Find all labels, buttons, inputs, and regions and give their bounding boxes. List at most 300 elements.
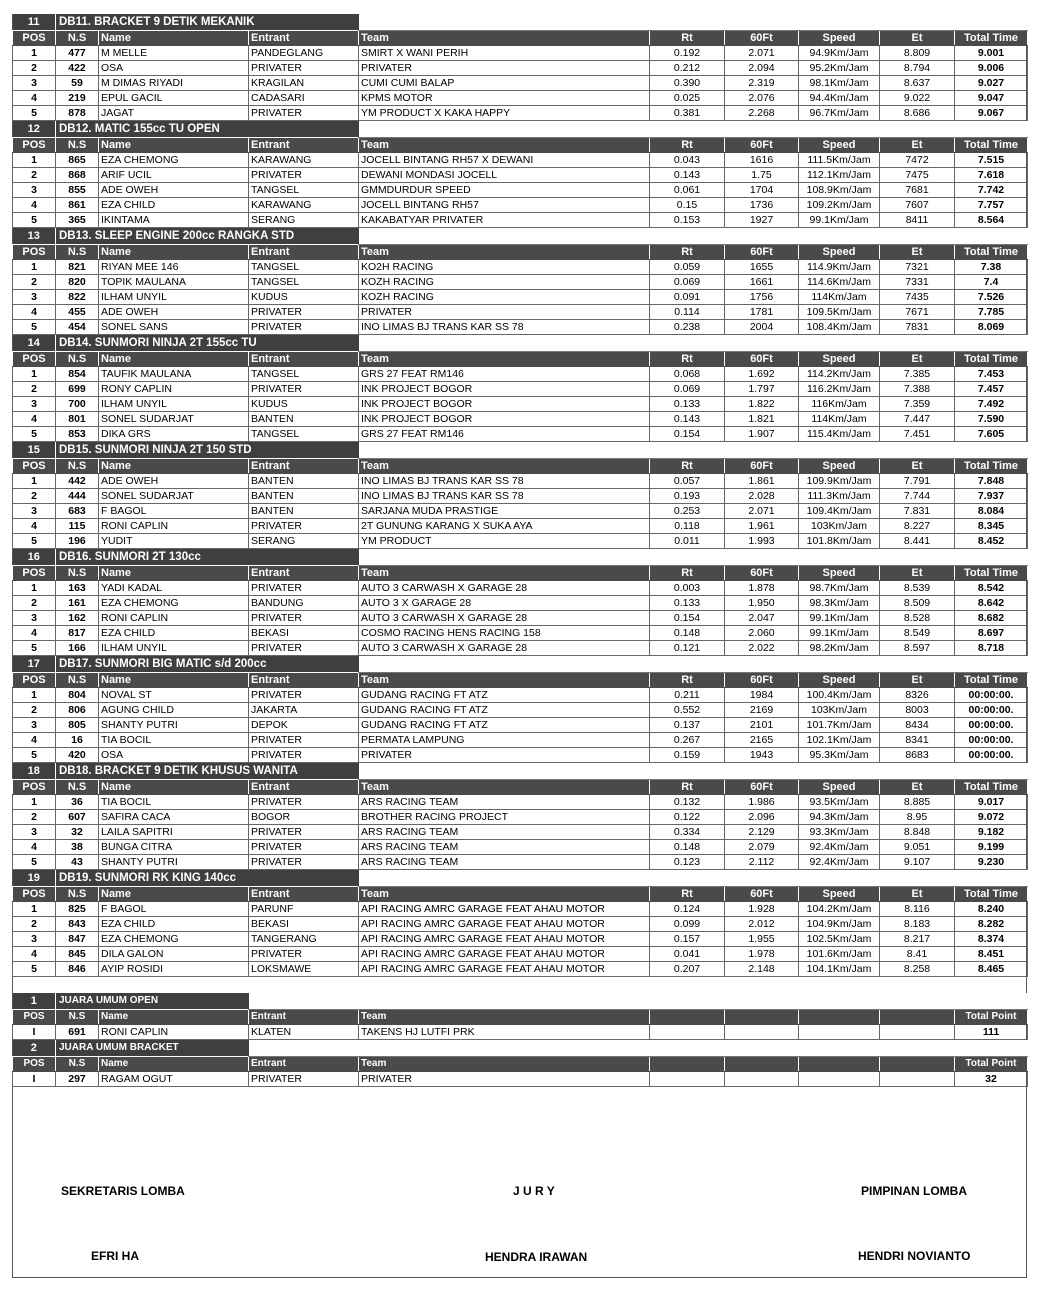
- entrant-cell: PRIVATER: [249, 795, 359, 810]
- team-cell: TAKENS HJ LUTFI PRK: [359, 1025, 650, 1040]
- rider-name-cell: OSA: [99, 748, 249, 763]
- empty-cell: [725, 1072, 799, 1087]
- number-cell: 422: [56, 61, 99, 76]
- header-speed: Speed: [799, 31, 880, 46]
- total-time-cell: 7.742: [955, 183, 1028, 198]
- et-cell: 8003: [880, 703, 955, 718]
- total-time-cell: 7.618: [955, 168, 1028, 183]
- rt-cell: 0.390: [650, 76, 725, 91]
- event-number: 2: [13, 1040, 56, 1057]
- pos-cell: 3: [13, 611, 56, 626]
- speed-cell: 101.7Km/Jam: [799, 718, 880, 733]
- rider-name-cell: ILHAM UNYIL: [99, 397, 249, 412]
- rt-cell: 0.137: [650, 718, 725, 733]
- rt-cell: 0.133: [650, 596, 725, 611]
- header-ns: N.S: [56, 459, 99, 474]
- number-cell: 683: [56, 504, 99, 519]
- number-cell: 365: [56, 213, 99, 228]
- number-cell: 59: [56, 76, 99, 91]
- result-row: [13, 718, 1028, 733]
- team-cell: GUDANG RACING FT ATZ: [359, 718, 650, 733]
- header-rt: Rt: [650, 673, 725, 688]
- header-ns: N.S: [56, 887, 99, 902]
- entrant-cell: PRIVATER: [249, 733, 359, 748]
- header-total-time: Total Time: [955, 138, 1028, 153]
- result-row: [13, 427, 1028, 442]
- et-cell: 7.447: [880, 412, 955, 427]
- sixty-ft-cell: 1943: [725, 748, 799, 763]
- event-title-row: [13, 656, 1028, 673]
- pos-cell: 5: [13, 427, 56, 442]
- team-cell: AUTO 3 CARWASH X GARAGE 28: [359, 641, 650, 656]
- total-point-cell: 32: [955, 1072, 1028, 1087]
- et-cell: 8341: [880, 733, 955, 748]
- header-team: Team: [359, 673, 650, 688]
- header-rt: Rt: [650, 459, 725, 474]
- number-cell: 115: [56, 519, 99, 534]
- column-header-row: [13, 31, 1028, 46]
- header-rt: Rt: [650, 566, 725, 581]
- speed-cell: 108.4Km/Jam: [799, 320, 880, 335]
- pos-cell: 5: [13, 962, 56, 977]
- rider-name-cell: DIKA GRS: [99, 427, 249, 442]
- entrant-cell: TANGSEL: [249, 275, 359, 290]
- rt-cell: 0.552: [650, 703, 725, 718]
- header-total-time: Total Time: [955, 31, 1028, 46]
- total-time-cell: 8.452: [955, 534, 1028, 549]
- header-f60: 60Ft: [725, 352, 799, 367]
- total-time-cell: 8.682: [955, 611, 1028, 626]
- number-cell: 455: [56, 305, 99, 320]
- sixty-ft-cell: 2.268: [725, 106, 799, 121]
- rider-name-cell: EZA CHILD: [99, 626, 249, 641]
- header-entrant: Entrant: [249, 245, 359, 260]
- secretary-title: SEKRETARIS LOMBA: [61, 1184, 185, 1198]
- rt-cell: 0.025: [650, 91, 725, 106]
- rider-name-cell: JAGAT: [99, 106, 249, 121]
- header-pos: POS: [13, 31, 56, 46]
- entrant-cell: BANDUNG: [249, 596, 359, 611]
- entrant-cell: BANTEN: [249, 474, 359, 489]
- team-cell: ARS RACING TEAM: [359, 825, 650, 840]
- et-cell: 7.831: [880, 504, 955, 519]
- rider-name-cell: BUNGA CITRA: [99, 840, 249, 855]
- sixty-ft-cell: 1655: [725, 260, 799, 275]
- result-row: [13, 688, 1028, 703]
- event-title-row: [13, 121, 1028, 138]
- result-row: [13, 581, 1028, 596]
- et-cell: 8.217: [880, 932, 955, 947]
- header-name: Name: [99, 1057, 249, 1072]
- rt-cell: 0.068: [650, 367, 725, 382]
- total-time-cell: 9.182: [955, 825, 1028, 840]
- number-cell: 442: [56, 474, 99, 489]
- speed-cell: 96.7Km/Jam: [799, 106, 880, 121]
- rider-name-cell: EZA CHEMONG: [99, 596, 249, 611]
- pos-cell: 4: [13, 947, 56, 962]
- event-title-row: [13, 870, 1028, 887]
- header-rt: [650, 1010, 725, 1025]
- header-et: Et: [880, 138, 955, 153]
- empty-cell: [880, 1072, 955, 1087]
- entrant-cell: TANGSEL: [249, 367, 359, 382]
- pos-cell: 5: [13, 320, 56, 335]
- result-row: [13, 519, 1028, 534]
- header-entrant: Entrant: [249, 459, 359, 474]
- sixty-ft-cell: 1.928: [725, 902, 799, 917]
- et-cell: 7435: [880, 290, 955, 305]
- rider-name-cell: RIYAN MEE 146: [99, 260, 249, 275]
- total-time-cell: 8.697: [955, 626, 1028, 641]
- sixty-ft-cell: 2165: [725, 733, 799, 748]
- team-cell: JOCELL BINTANG RH57: [359, 198, 650, 213]
- header-f60: 60Ft: [725, 887, 799, 902]
- column-header-row: [13, 459, 1028, 474]
- sixty-ft-cell: 2.076: [725, 91, 799, 106]
- total-time-cell: 8.345: [955, 519, 1028, 534]
- sixty-ft-cell: 1.861: [725, 474, 799, 489]
- sixty-ft-cell: 1.955: [725, 932, 799, 947]
- sixty-ft-cell: 1704: [725, 183, 799, 198]
- entrant-cell: PRIVATER: [249, 855, 359, 870]
- sixty-ft-cell: 1.950: [725, 596, 799, 611]
- result-row: [13, 198, 1028, 213]
- header-speed: Speed: [799, 566, 880, 581]
- rt-cell: 0.153: [650, 213, 725, 228]
- header-pos: POS: [13, 780, 56, 795]
- header-pos: POS: [13, 887, 56, 902]
- column-header-row: [13, 780, 1028, 795]
- rt-cell: 0.069: [650, 275, 725, 290]
- total-point-cell: 111: [955, 1025, 1028, 1040]
- rt-cell: 0.15: [650, 198, 725, 213]
- pos-cell: 5: [13, 213, 56, 228]
- total-time-cell: 8.282: [955, 917, 1028, 932]
- number-cell: 196: [56, 534, 99, 549]
- et-cell: 8.597: [880, 641, 955, 656]
- speed-cell: 101.8Km/Jam: [799, 534, 880, 549]
- rt-cell: 0.132: [650, 795, 725, 810]
- entrant-cell: PANDEGLANG: [249, 46, 359, 61]
- number-cell: 43: [56, 855, 99, 870]
- number-cell: 854: [56, 367, 99, 382]
- et-cell: 7831: [880, 320, 955, 335]
- rt-cell: 0.123: [650, 855, 725, 870]
- sixty-ft-cell: 1.692: [725, 367, 799, 382]
- et-cell: 8.637: [880, 76, 955, 91]
- result-row: [13, 855, 1028, 870]
- header-f60: 60Ft: [725, 245, 799, 260]
- rt-cell: 0.003: [650, 581, 725, 596]
- total-time-cell: 00:00:00.: [955, 733, 1028, 748]
- pos-cell: 3: [13, 397, 56, 412]
- column-header-row: [13, 1057, 1028, 1072]
- et-cell: 7472: [880, 153, 955, 168]
- team-cell: INO LIMAS BJ TRANS KAR SS 78: [359, 474, 650, 489]
- et-cell: 9.022: [880, 91, 955, 106]
- entrant-cell: KUDUS: [249, 397, 359, 412]
- speed-cell: 99.1Km/Jam: [799, 611, 880, 626]
- rt-cell: 0.061: [650, 183, 725, 198]
- header-ns: N.S: [56, 566, 99, 581]
- et-cell: 8.848: [880, 825, 955, 840]
- speed-cell: 116.2Km/Jam: [799, 382, 880, 397]
- number-cell: 825: [56, 902, 99, 917]
- header-name: Name: [99, 1010, 249, 1025]
- sixty-ft-cell: 2.012: [725, 917, 799, 932]
- speed-cell: 114.2Km/Jam: [799, 367, 880, 382]
- team-cell: GUDANG RACING FT ATZ: [359, 688, 650, 703]
- rider-name-cell: F BAGOL: [99, 504, 249, 519]
- total-time-cell: 8.084: [955, 504, 1028, 519]
- rt-cell: 0.193: [650, 489, 725, 504]
- column-header-row: [13, 245, 1028, 260]
- header-f60: 60Ft: [725, 459, 799, 474]
- total-time-cell: 7.848: [955, 474, 1028, 489]
- event-title: JUARA UMUM OPEN: [56, 993, 249, 1010]
- rider-name-cell: F BAGOL: [99, 902, 249, 917]
- header-et: Et: [880, 31, 955, 46]
- speed-cell: 94.9Km/Jam: [799, 46, 880, 61]
- results-sheet: [12, 14, 1027, 1278]
- number-cell: 162: [56, 611, 99, 626]
- et-cell: 9.051: [880, 840, 955, 855]
- header-ns: N.S: [56, 673, 99, 688]
- sixty-ft-cell: 2101: [725, 718, 799, 733]
- team-cell: PRIVATER: [359, 61, 650, 76]
- rt-cell: 0.148: [650, 840, 725, 855]
- entrant-cell: BANTEN: [249, 412, 359, 427]
- rt-cell: 0.143: [650, 168, 725, 183]
- speed-cell: 99.1Km/Jam: [799, 213, 880, 228]
- result-row: [13, 367, 1028, 382]
- rt-cell: 0.253: [650, 504, 725, 519]
- et-cell: 8411: [880, 213, 955, 228]
- sixty-ft-cell: 1616: [725, 153, 799, 168]
- header-ns: N.S: [56, 31, 99, 46]
- total-time-cell: 9.199: [955, 840, 1028, 855]
- header-speed: Speed: [799, 245, 880, 260]
- sixty-ft-cell: 1.961: [725, 519, 799, 534]
- header-ns: N.S: [56, 1057, 99, 1072]
- total-time-cell: 7.937: [955, 489, 1028, 504]
- pos-cell: 2: [13, 596, 56, 611]
- et-cell: 7321: [880, 260, 955, 275]
- team-cell: GUDANG RACING FT ATZ: [359, 703, 650, 718]
- team-cell: INO LIMAS BJ TRANS KAR SS 78: [359, 320, 650, 335]
- empty-cell: [650, 1025, 725, 1040]
- jury-title: J U R Y: [513, 1184, 555, 1198]
- entrant-cell: BANTEN: [249, 504, 359, 519]
- rt-cell: 0.143: [650, 412, 725, 427]
- event-title-spacer: [359, 763, 1028, 780]
- rt-cell: 0.099: [650, 917, 725, 932]
- number-cell: 477: [56, 46, 99, 61]
- rider-name-cell: ADE OWEH: [99, 305, 249, 320]
- entrant-cell: PRIVATER: [249, 320, 359, 335]
- header-et: Et: [880, 673, 955, 688]
- pos-cell: 4: [13, 519, 56, 534]
- total-time-cell: 8.564: [955, 213, 1028, 228]
- rider-name-cell: DILA GALON: [99, 947, 249, 962]
- total-time-cell: 9.072: [955, 810, 1028, 825]
- speed-cell: 93.5Km/Jam: [799, 795, 880, 810]
- entrant-cell: KRAGILAN: [249, 76, 359, 91]
- number-cell: 166: [56, 641, 99, 656]
- header-name: Name: [99, 887, 249, 902]
- speed-cell: 109.9Km/Jam: [799, 474, 880, 489]
- rt-cell: 0.192: [650, 46, 725, 61]
- pos-cell: 4: [13, 840, 56, 855]
- result-row: [13, 962, 1028, 977]
- rt-cell: 0.121: [650, 641, 725, 656]
- et-cell: 7.791: [880, 474, 955, 489]
- result-row: [13, 917, 1028, 932]
- header-team: Team: [359, 1010, 650, 1025]
- sixty-ft-cell: 1.907: [725, 427, 799, 442]
- result-row: [13, 840, 1028, 855]
- speed-cell: 109.5Km/Jam: [799, 305, 880, 320]
- empty-cell: [799, 1025, 880, 1040]
- rt-cell: 0.267: [650, 733, 725, 748]
- number-cell: 691: [56, 1025, 99, 1040]
- result-row: [13, 810, 1028, 825]
- speed-cell: 93.3Km/Jam: [799, 825, 880, 840]
- header-team: Team: [359, 31, 650, 46]
- champion-row: [13, 1025, 1028, 1040]
- rider-name-cell: EZA CHEMONG: [99, 932, 249, 947]
- rt-cell: 0.114: [650, 305, 725, 320]
- result-row: [13, 596, 1028, 611]
- header-total-time: Total Time: [955, 352, 1028, 367]
- result-row: [13, 260, 1028, 275]
- header-f60: [725, 1057, 799, 1072]
- team-cell: KPMS MOTOR: [359, 91, 650, 106]
- header-team: Team: [359, 138, 650, 153]
- header-f60: [725, 1010, 799, 1025]
- team-cell: KAKABATYAR PRIVATER: [359, 213, 650, 228]
- event-title-row: [13, 763, 1028, 780]
- rider-name-cell: RONI CAPLIN: [99, 519, 249, 534]
- number-cell: 878: [56, 106, 99, 121]
- column-header-row: [13, 566, 1028, 581]
- header-name: Name: [99, 31, 249, 46]
- sixty-ft-cell: 2.071: [725, 504, 799, 519]
- rider-name-cell: SONEL SUDARJAT: [99, 412, 249, 427]
- team-cell: AUTO 3 CARWASH X GARAGE 28: [359, 581, 650, 596]
- speed-cell: 112.1Km/Jam: [799, 168, 880, 183]
- team-cell: ARS RACING TEAM: [359, 855, 650, 870]
- sixty-ft-cell: 2.079: [725, 840, 799, 855]
- rider-name-cell: LAILA SAPITRI: [99, 825, 249, 840]
- event-title-spacer: [359, 121, 1028, 138]
- result-row: [13, 626, 1028, 641]
- speed-cell: 109.4Km/Jam: [799, 504, 880, 519]
- entrant-cell: TANGERANG: [249, 932, 359, 947]
- entrant-cell: PRIVATER: [249, 611, 359, 626]
- header-speed: Speed: [799, 459, 880, 474]
- result-row: [13, 412, 1028, 427]
- entrant-cell: PARUNF: [249, 902, 359, 917]
- total-time-cell: 8.542: [955, 581, 1028, 596]
- team-cell: INK PROJECT BOGOR: [359, 412, 650, 427]
- speed-cell: 115.4Km/Jam: [799, 427, 880, 442]
- sixty-ft-cell: 2.094: [725, 61, 799, 76]
- team-cell: BROTHER RACING PROJECT: [359, 810, 650, 825]
- header-pos: POS: [13, 352, 56, 367]
- pos-cell: 3: [13, 504, 56, 519]
- entrant-cell: PRIVATER: [249, 1072, 359, 1087]
- total-time-cell: 8.069: [955, 320, 1028, 335]
- sixty-ft-cell: 1984: [725, 688, 799, 703]
- header-pos: POS: [13, 459, 56, 474]
- speed-cell: 104.9Km/Jam: [799, 917, 880, 932]
- header-total-time: Total Time: [955, 245, 1028, 260]
- total-time-cell: 00:00:00.: [955, 748, 1028, 763]
- speed-cell: 114Km/Jam: [799, 412, 880, 427]
- et-cell: 8434: [880, 718, 955, 733]
- header-et: Et: [880, 245, 955, 260]
- et-cell: 8.258: [880, 962, 955, 977]
- event-title-row: [13, 549, 1028, 566]
- header-speed: Speed: [799, 138, 880, 153]
- rt-cell: 0.124: [650, 902, 725, 917]
- team-cell: GMMDURDUR SPEED: [359, 183, 650, 198]
- entrant-cell: PRIVATER: [249, 382, 359, 397]
- speed-cell: 95.3Km/Jam: [799, 748, 880, 763]
- total-time-cell: 00:00:00.: [955, 703, 1028, 718]
- et-cell: 8683: [880, 748, 955, 763]
- pos-cell: 1: [13, 260, 56, 275]
- number-cell: 847: [56, 932, 99, 947]
- number-cell: 163: [56, 581, 99, 596]
- results-table: [12, 14, 1028, 1087]
- speed-cell: 114Km/Jam: [799, 290, 880, 305]
- speed-cell: 103Km/Jam: [799, 519, 880, 534]
- speed-cell: 114.6Km/Jam: [799, 275, 880, 290]
- result-row: [13, 397, 1028, 412]
- header-rt: Rt: [650, 352, 725, 367]
- et-cell: 7475: [880, 168, 955, 183]
- event-title: DB15. SUNMORI NINJA 2T 150 STD: [56, 442, 359, 459]
- team-cell: INK PROJECT BOGOR: [359, 382, 650, 397]
- number-cell: 607: [56, 810, 99, 825]
- jury-name: HENDRA IRAWAN: [485, 1250, 588, 1264]
- team-cell: API RACING AMRC GARAGE FEAT AHAU MOTOR: [359, 902, 650, 917]
- result-row: [13, 504, 1028, 519]
- event-title-row: [13, 993, 1028, 1010]
- event-title-row: [13, 1040, 1028, 1057]
- gap-cell: [13, 977, 1028, 994]
- header-ns: N.S: [56, 138, 99, 153]
- pos-cell: 1: [13, 46, 56, 61]
- speed-cell: 108.9Km/Jam: [799, 183, 880, 198]
- et-cell: 7.385: [880, 367, 955, 382]
- result-row: [13, 902, 1028, 917]
- header-team: Team: [359, 887, 650, 902]
- rider-name-cell: EZA CHEMONG: [99, 153, 249, 168]
- pos-cell: 1: [13, 474, 56, 489]
- rider-name-cell: TIA BOCIL: [99, 795, 249, 810]
- team-cell: PRIVATER: [359, 748, 650, 763]
- sixty-ft-cell: 1.797: [725, 382, 799, 397]
- total-time-cell: 8.374: [955, 932, 1028, 947]
- column-header-row: [13, 887, 1028, 902]
- event-title-spacer: [359, 656, 1028, 673]
- team-cell: SMIRT X WANI PERIH: [359, 46, 650, 61]
- header-et: Et: [880, 887, 955, 902]
- header-entrant: Entrant: [249, 1010, 359, 1025]
